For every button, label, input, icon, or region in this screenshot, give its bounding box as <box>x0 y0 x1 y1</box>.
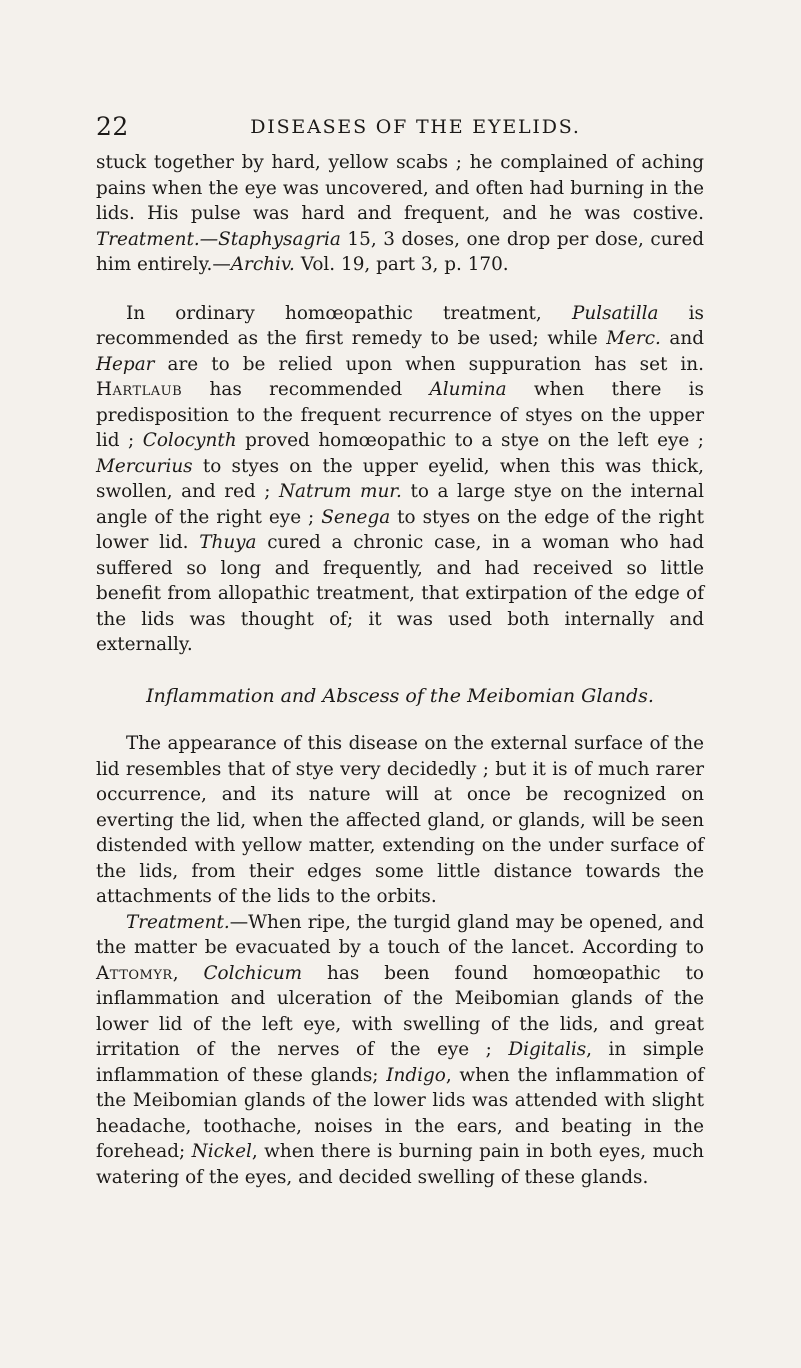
text-run: In ordinary homœopathic treatment, <box>126 302 572 324</box>
paragraph-description <box>96 731 704 910</box>
italic-run: Natrum mur. <box>278 481 402 502</box>
text-run: proved homœopathic to a stye on the left eye ; <box>236 430 704 451</box>
italic-run: Alumina <box>429 379 507 400</box>
text-run: cured a chronic case, in a woman who had suffered so long and frequently, and had received so little benefit from allopathic treatment, that extirpation of the edge of the lids was thought of; it was used both internally and externally. <box>96 532 705 655</box>
text-run: when there is predisposition to the frequent recurrence of styes on the upper lid ; <box>96 379 704 451</box>
text-run: to a large stye on the internal angle of the right eye ; <box>96 481 705 528</box>
text-run: The appearance of this disease on the external surface of the lid resembles that of stye very decidedly ; but it is of much rarer occurrence, and its nature will at once be recognized on everting the lid, when the affected gland, or glands, will be seen distended with yellow matter, extending on the under surface of the lids, from their edges some little distance towards the attachments of the lids to the orbits. <box>96 733 704 907</box>
page-body <box>96 150 704 1190</box>
text-run: and <box>660 328 704 349</box>
italic-run: Treatment.—Staphysagria <box>96 228 341 250</box>
italic-run: Thuya <box>199 532 257 553</box>
paragraph-treatment-meibomian <box>96 910 704 1191</box>
italic-run: Merc. <box>606 328 661 349</box>
text-run: stuck together by hard, yellow scabs ; he complained of aching pains when the eye was uncovered, and often had burning in the lids. His pulse was hard and frequent, and he was costive. <box>96 152 704 224</box>
paragraph-continued <box>96 150 704 278</box>
text-run: has been found homœopathic to inflammation and ulceration of the Meibomian glands of the lower lid of the left eye, with swelling of the lids, and great irritation of the nerves of the eye ; <box>96 962 704 1060</box>
italic-run: Hepar <box>96 353 155 375</box>
page-number: 22 <box>96 112 129 141</box>
text-run: , when the inflammation of the Meibomian glands of the lower lids was attended with slight headache, toothache, noises in the ears, and beating in the forehead; <box>96 1064 705 1162</box>
text-run: has recommended <box>182 379 430 400</box>
author-name: Hartlaub <box>96 379 183 400</box>
text-run: 15, 3 doses, one drop per dose, cured him entirely.— <box>96 228 704 275</box>
text-run: Vol. 19, part 3, p. 170. <box>294 254 509 275</box>
text-run: , when there is burning pain in both eyes, much watering of the eyes, and decided swelling of these glands. <box>96 1141 705 1188</box>
italic-run: Nickel <box>191 1141 252 1162</box>
text-run: , in simple inflammation of these glands; <box>96 1039 705 1086</box>
italic-run: Indigo <box>386 1064 446 1086</box>
italic-run: Colocynth <box>142 430 237 451</box>
italic-run: Archiv. <box>230 254 295 275</box>
text-run: is recommended as the first remedy to be used; while <box>96 302 704 349</box>
italic-run: Treatment. <box>126 911 230 933</box>
italic-run: Pulsatilla <box>571 302 659 324</box>
italic-run: Digitalis <box>508 1039 587 1060</box>
running-head: DISEASES OF THE EYELIDS. <box>250 116 581 138</box>
italic-run: Mercurius <box>96 455 193 477</box>
text-run: to styes on the upper eyelid, when this was thick, swollen, and red ; <box>96 455 704 502</box>
italic-run: Senega <box>321 506 391 528</box>
page-header <box>96 112 705 142</box>
italic-run: Colchicum <box>203 962 303 984</box>
text-run: —When ripe, the turgid gland may be opened, and the matter be evacuated by a touch of the lancet. According to <box>96 911 704 958</box>
text-run: to styes on the edge of the right lower lid. <box>96 506 705 553</box>
text-run: , <box>172 962 204 984</box>
section-heading: Inflammation and Abscess of the Meibomian Glands. <box>146 684 654 707</box>
paragraph-treatment-stye <box>96 301 704 658</box>
text-run: are to be relied upon when suppuration has set in. <box>154 353 704 375</box>
author-name: Attomyr <box>96 962 173 984</box>
